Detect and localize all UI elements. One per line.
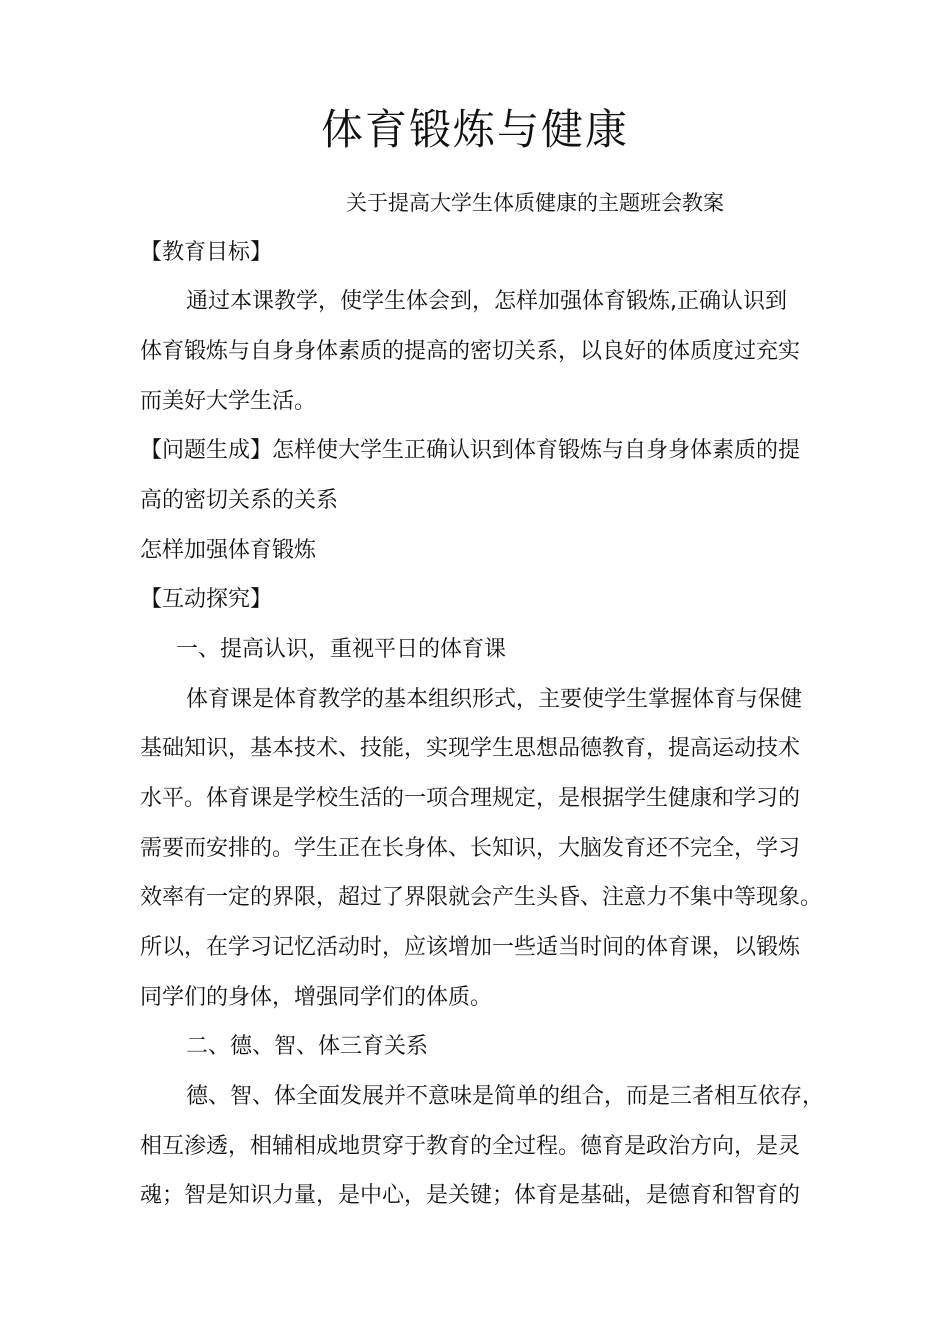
paragraph-line: 基础知识，基本技术、技能，实现学生思想品德教育，提高运动技术 — [140, 736, 801, 761]
paragraph-line: 所以，在学习记忆活动时，应该增加一些适当时间的体育课，以锻炼 — [140, 935, 801, 960]
paragraph-line: 魂；智是知识力量，是中心，是关键；体育是基础，是德育和智育的 — [140, 1183, 801, 1208]
document-title: 体育锻炼与健康 — [320, 105, 629, 154]
paragraph-line: 相互渗透，相辅相成地贯穿于教育的全过程。德育是政治方向，是灵 — [140, 1134, 801, 1159]
paragraph-line: 而美好大学生活。 — [140, 389, 317, 414]
paragraph-line: 效率有一定的界限，超过了界限就会产生头昏、注意力不集中等现象。 — [140, 885, 823, 910]
paragraph-line: 体育课是体育教学的基本组织形式，主要使学生掌握体育与保健 — [186, 687, 803, 712]
paragraph-line: 通过本课教学，使学生体会到，怎样加强体育锻炼,正确认识到 — [186, 289, 787, 314]
subheading-two: 二、德、智、体三育关系 — [186, 1034, 429, 1059]
section-heading-problem: 【问题生成】怎样使大学生正确认识到体育锻炼与自身身体素质的提 — [140, 438, 801, 463]
paragraph-line: 高的密切关系的关系 — [140, 488, 339, 513]
document-subtitle: 关于提高大学生体质健康的主题班会教案 — [346, 191, 724, 215]
paragraph-line: 德、智、体全面发展并不意味是简单的组合，而是三者相互依存， — [186, 1084, 825, 1109]
paragraph-line: 水平。体育课是学校生活的一项合理规定，是根据学生健康和学习的 — [140, 786, 801, 811]
paragraph-line: 体育锻炼与自身身体素质的提高的密切关系，以良好的体质度过充实 — [140, 339, 801, 364]
subheading-one: 一、提高认识，重视平日的体育课 — [176, 637, 507, 662]
section-heading-education-goals: 【教育目标】 — [140, 240, 273, 265]
paragraph-line: 需要而安排的。学生正在长身体、长知识，大脑发育还不完全，学习 — [140, 836, 801, 861]
paragraph-line: 同学们的身体，增强同学们的体质。 — [140, 985, 493, 1010]
section-heading-interactive: 【互动探究】 — [140, 587, 273, 612]
paragraph-line: 怎样加强体育锻炼 — [140, 538, 317, 563]
